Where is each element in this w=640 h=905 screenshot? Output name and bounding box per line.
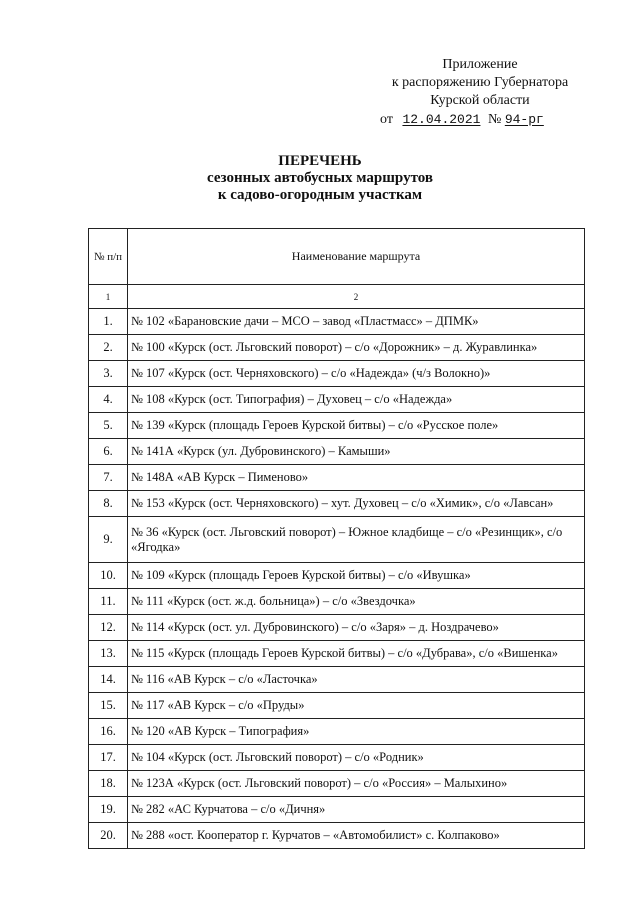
column-index-2: 2 [128,285,585,309]
route-number-cell: 10. [89,563,128,589]
table-index-row [89,285,585,309]
appendix-header [380,56,580,129]
column-header-number: № п/п [89,229,128,285]
table-row [89,309,585,335]
route-name-cell: № 109 «Курск (площадь Героев Курской битвы) – с/о «Ивушка» [128,563,585,589]
route-number-cell: 14. [89,667,128,693]
route-number-cell: 3. [89,361,128,387]
header-line-appendix: Приложение [442,57,518,72]
header-line-order: к распоряжению Губернатора [391,75,569,90]
route-name-cell: № 116 «АВ Курск – с/о «Ласточка» [128,667,585,693]
route-name-cell: № 288 «ост. Кооператор г. Курчатов – «Автомобилист» с. Колпаково» [128,823,585,849]
route-number-cell: 7. [89,465,128,491]
number-prefix: № [487,112,502,127]
table-row [89,387,585,413]
table-row [89,491,585,517]
table-row [89,641,585,667]
route-name-cell: № 36 «Курск (ост. Льговский поворот) – Южное кладбище – с/о «Резинщик», с/о «Ягодка» [128,517,585,563]
route-number-cell: 17. [89,745,128,771]
route-number-cell: 4. [89,387,128,413]
route-name-cell: № 114 «Курск (ост. ул. Дубровинского) – с/о «Заря» – д. Ноздрачево» [128,615,585,641]
route-number-cell: 9. [89,517,128,563]
title-line-garden-plots: к садово-огородным участкам [217,187,423,203]
route-number-cell: 2. [89,335,128,361]
route-number-cell: 16. [89,719,128,745]
order-number: 94-рг [504,112,544,127]
table-row [89,589,585,615]
table-row [89,465,585,491]
table-row [89,335,585,361]
route-name-cell: № 282 «АС Курчатова – с/о «Дичня» [128,797,585,823]
table-row [89,413,585,439]
route-number-cell: 1. [89,309,128,335]
title-line-seasonal-routes: сезонных автобусных маршрутов [207,170,433,186]
route-name-cell: № 108 «Курск (ост. Типография) – Духовец – с/о «Надежда» [128,387,585,413]
header-date-line [380,111,580,129]
route-number-cell: 12. [89,615,128,641]
column-index-1: 1 [89,285,128,309]
route-number-cell: 6. [89,439,128,465]
route-name-cell: № 123А «Курск (ост. Льговский поворот) – с/о «Россия» – Малыхино» [128,771,585,797]
table-row [89,771,585,797]
table-row [89,745,585,771]
route-name-cell: № 111 «Курск (ост. ж.д. больница») – с/о «Звездочка» [128,589,585,615]
route-number-cell: 8. [89,491,128,517]
table-header-row [89,229,585,285]
route-name-cell: № 141А «Курск (ул. Дубровинского) – Камыши» [128,439,585,465]
title-line-list: ПЕРЕЧЕНЬ [278,153,362,169]
order-date: 12.04.2021 [402,112,481,127]
route-name-cell: № 139 «Курск (площадь Героев Курской битвы) – с/о «Русское поле» [128,413,585,439]
table-row [89,719,585,745]
table-row [89,517,585,563]
table-row [89,615,585,641]
route-name-cell: № 107 «Курск (ост. Черняховского) – с/о «Надежда» (ч/з Волокно)» [128,361,585,387]
table-row [89,361,585,387]
column-header-route-name: Наименование маршрута [128,229,585,285]
route-number-cell: 15. [89,693,128,719]
route-name-cell: № 104 «Курск (ост. Льговский поворот) – с/о «Родник» [128,745,585,771]
route-number-cell: 13. [89,641,128,667]
route-name-cell: № 102 «Барановские дачи – МСО – завод «Пластмасс» – ДПМК» [128,309,585,335]
route-name-cell: № 115 «Курск (площадь Героев Курской битвы) – с/о «Дубрава», с/о «Вишенка» [128,641,585,667]
routes-table-body [89,309,585,849]
route-name-cell: № 100 «Курск (ост. Льговский поворот) – с/о «Дорожник» – д. Журавлинка» [128,335,585,361]
table-row [89,823,585,849]
table-row [89,797,585,823]
routes-table [88,228,585,849]
route-number-cell: 20. [89,823,128,849]
table-row [89,693,585,719]
header-line-region: Курской области [430,93,530,108]
route-name-cell: № 117 «АВ Курск – с/о «Пруды» [128,693,585,719]
route-name-cell: № 148А «АВ Курск – Пименово» [128,465,585,491]
document-title [0,153,640,204]
route-name-cell: № 120 «АВ Курск – Типография» [128,719,585,745]
route-number-cell: 5. [89,413,128,439]
table-row [89,563,585,589]
table-row [89,667,585,693]
route-number-cell: 19. [89,797,128,823]
table-row [89,439,585,465]
date-prefix: от [380,112,393,127]
route-number-cell: 18. [89,771,128,797]
route-name-cell: № 153 «Курск (ост. Черняховского) – хут. Духовец – с/о «Химик», с/о «Лавсан» [128,491,585,517]
route-number-cell: 11. [89,589,128,615]
